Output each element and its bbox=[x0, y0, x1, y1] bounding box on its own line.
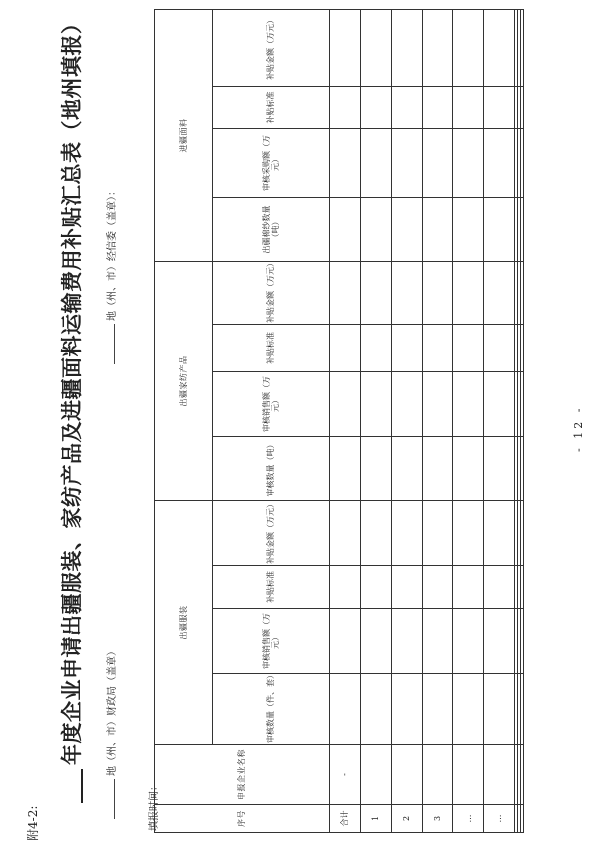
col-header-textile-amount: 补贴金额（万元） bbox=[213, 262, 330, 325]
col-header-garment-std: 补贴标准 bbox=[213, 566, 330, 609]
row-company bbox=[422, 745, 453, 805]
table-cell bbox=[360, 372, 391, 437]
table-cell bbox=[520, 198, 523, 262]
table-cell bbox=[453, 501, 484, 566]
table-cell bbox=[329, 501, 360, 566]
row-company bbox=[520, 745, 523, 805]
table-cell bbox=[329, 674, 360, 745]
table-cell bbox=[520, 325, 523, 372]
table-cell bbox=[453, 198, 484, 262]
table-cell bbox=[484, 609, 515, 674]
table-cell bbox=[391, 129, 422, 198]
row-company bbox=[484, 745, 515, 805]
table-cell bbox=[422, 262, 453, 325]
table-cell bbox=[360, 674, 391, 745]
table-cell bbox=[520, 372, 523, 437]
table-cell bbox=[422, 609, 453, 674]
group-header-garment: 出疆服装 bbox=[155, 501, 213, 745]
col-header-garment-qty: 审核数量（件、套） bbox=[213, 674, 330, 745]
economic-commission-label: 地（州、市）经信委（盖章）： bbox=[107, 186, 118, 321]
table-cell bbox=[453, 609, 484, 674]
table-cell bbox=[391, 437, 422, 501]
table-cell bbox=[520, 674, 523, 745]
table-cell bbox=[484, 129, 515, 198]
col-header-company: 申报企业名称 bbox=[155, 745, 330, 805]
table-cell bbox=[391, 325, 422, 372]
table-body bbox=[329, 10, 523, 833]
table-cell bbox=[422, 501, 453, 566]
col-header-fabric-std: 补贴标准 bbox=[213, 87, 330, 129]
table-cell bbox=[453, 674, 484, 745]
col-header-fabric-purchase: 审核采购额（万元） bbox=[213, 129, 330, 198]
table-row bbox=[329, 10, 360, 833]
table-row bbox=[422, 10, 453, 833]
table-cell bbox=[329, 262, 360, 325]
summary-table bbox=[154, 9, 524, 833]
table-row bbox=[484, 10, 515, 833]
row-seq: … bbox=[484, 805, 515, 833]
table-cell bbox=[484, 372, 515, 437]
table-row bbox=[360, 10, 391, 833]
table-cell bbox=[360, 129, 391, 198]
table-cell bbox=[484, 566, 515, 609]
table-cell bbox=[422, 198, 453, 262]
table-cell bbox=[360, 609, 391, 674]
table-cell bbox=[329, 87, 360, 129]
table-cell bbox=[484, 10, 515, 87]
table-cell bbox=[391, 566, 422, 609]
table-cell bbox=[391, 10, 422, 87]
table-cell bbox=[453, 10, 484, 87]
row-seq bbox=[520, 805, 523, 833]
title-text: 年度企业申请出疆服装、家纺产品及进疆面料运输费用补贴汇总表（地州填报） bbox=[60, 12, 84, 765]
table-cell bbox=[422, 674, 453, 745]
table-cell bbox=[484, 674, 515, 745]
table-row bbox=[453, 10, 484, 833]
table-row bbox=[520, 10, 523, 833]
table-cell bbox=[453, 87, 484, 129]
table-cell bbox=[360, 198, 391, 262]
col-header-fabric-yarn: 出疆棉纱数量（吨） bbox=[213, 198, 330, 262]
table-cell bbox=[422, 437, 453, 501]
col-header-textile-sales: 审核销售额（万元） bbox=[213, 372, 330, 437]
table-cell bbox=[360, 262, 391, 325]
table-row bbox=[391, 10, 422, 833]
row-company bbox=[453, 745, 484, 805]
table-cell bbox=[360, 437, 391, 501]
table-cell bbox=[484, 501, 515, 566]
document-title bbox=[56, 13, 86, 804]
finance-bureau-label: 地（州、市）财政局（盖章） bbox=[107, 646, 118, 776]
table-cell bbox=[520, 609, 523, 674]
table-cell bbox=[391, 674, 422, 745]
table-cell bbox=[484, 325, 515, 372]
table-cell bbox=[360, 87, 391, 129]
table-cell bbox=[422, 129, 453, 198]
col-header-fabric-amount: 补贴金额（万元） bbox=[213, 10, 330, 87]
row-seq: 1 bbox=[360, 805, 391, 833]
header-row-groups bbox=[155, 10, 213, 833]
table-cell bbox=[453, 372, 484, 437]
year-blank bbox=[81, 769, 83, 803]
table-cell bbox=[422, 10, 453, 87]
table-cell bbox=[520, 437, 523, 501]
row-company: - bbox=[329, 745, 360, 805]
table-cell bbox=[391, 501, 422, 566]
group-header-fabric: 进疆面料 bbox=[155, 10, 213, 262]
table-cell bbox=[329, 437, 360, 501]
table-cell bbox=[391, 87, 422, 129]
table-cell bbox=[360, 566, 391, 609]
col-header-garment-sales: 审核销售额（万元） bbox=[213, 609, 330, 674]
table-cell bbox=[329, 129, 360, 198]
table-cell bbox=[329, 372, 360, 437]
table-cell bbox=[520, 262, 523, 325]
table-cell bbox=[422, 87, 453, 129]
table-cell bbox=[391, 262, 422, 325]
table-cell bbox=[329, 198, 360, 262]
finance-bureau-stamp bbox=[103, 646, 118, 819]
table-cell bbox=[360, 10, 391, 87]
table-cell bbox=[329, 325, 360, 372]
table-cell bbox=[520, 87, 523, 129]
table-cell bbox=[329, 566, 360, 609]
table-cell bbox=[453, 262, 484, 325]
table-cell bbox=[329, 609, 360, 674]
row-company bbox=[360, 745, 391, 805]
row-seq: … bbox=[453, 805, 484, 833]
table-cell bbox=[453, 129, 484, 198]
page-number: - 12 - bbox=[572, 405, 585, 452]
table-cell bbox=[422, 566, 453, 609]
table-cell bbox=[484, 87, 515, 129]
table-cell bbox=[422, 325, 453, 372]
region-blank bbox=[114, 779, 115, 819]
group-header-textile: 出疆家纺产品 bbox=[155, 262, 213, 501]
row-company bbox=[391, 745, 422, 805]
table-cell bbox=[360, 501, 391, 566]
table-cell bbox=[329, 10, 360, 87]
table-cell bbox=[520, 10, 523, 87]
region-blank bbox=[114, 324, 115, 364]
row-seq: 2 bbox=[391, 805, 422, 833]
table-cell bbox=[453, 437, 484, 501]
table-cell bbox=[520, 566, 523, 609]
annex-label: 附4-2: bbox=[26, 805, 40, 841]
table-cell bbox=[484, 198, 515, 262]
fill-date-label: 填报时间： bbox=[149, 781, 160, 831]
table-cell bbox=[484, 262, 515, 325]
table-cell bbox=[453, 325, 484, 372]
table-cell bbox=[520, 129, 523, 198]
table-cell bbox=[391, 609, 422, 674]
economic-commission-stamp bbox=[103, 186, 118, 364]
row-seq: 3 bbox=[422, 805, 453, 833]
col-header-textile-std: 补贴标准 bbox=[213, 325, 330, 372]
row-seq: 合计 bbox=[329, 805, 360, 833]
table-cell bbox=[422, 372, 453, 437]
table-cell bbox=[484, 437, 515, 501]
col-header-garment-amount: 补贴金额（万元） bbox=[213, 501, 330, 566]
table-cell bbox=[391, 198, 422, 262]
table-cell bbox=[520, 501, 523, 566]
table-cell bbox=[391, 372, 422, 437]
col-header-textile-qty: 审核数量（吨） bbox=[213, 437, 330, 501]
header-row-columns bbox=[213, 10, 330, 833]
col-header-seq: 序号 bbox=[155, 805, 330, 833]
table-cell bbox=[453, 566, 484, 609]
table-cell bbox=[360, 325, 391, 372]
